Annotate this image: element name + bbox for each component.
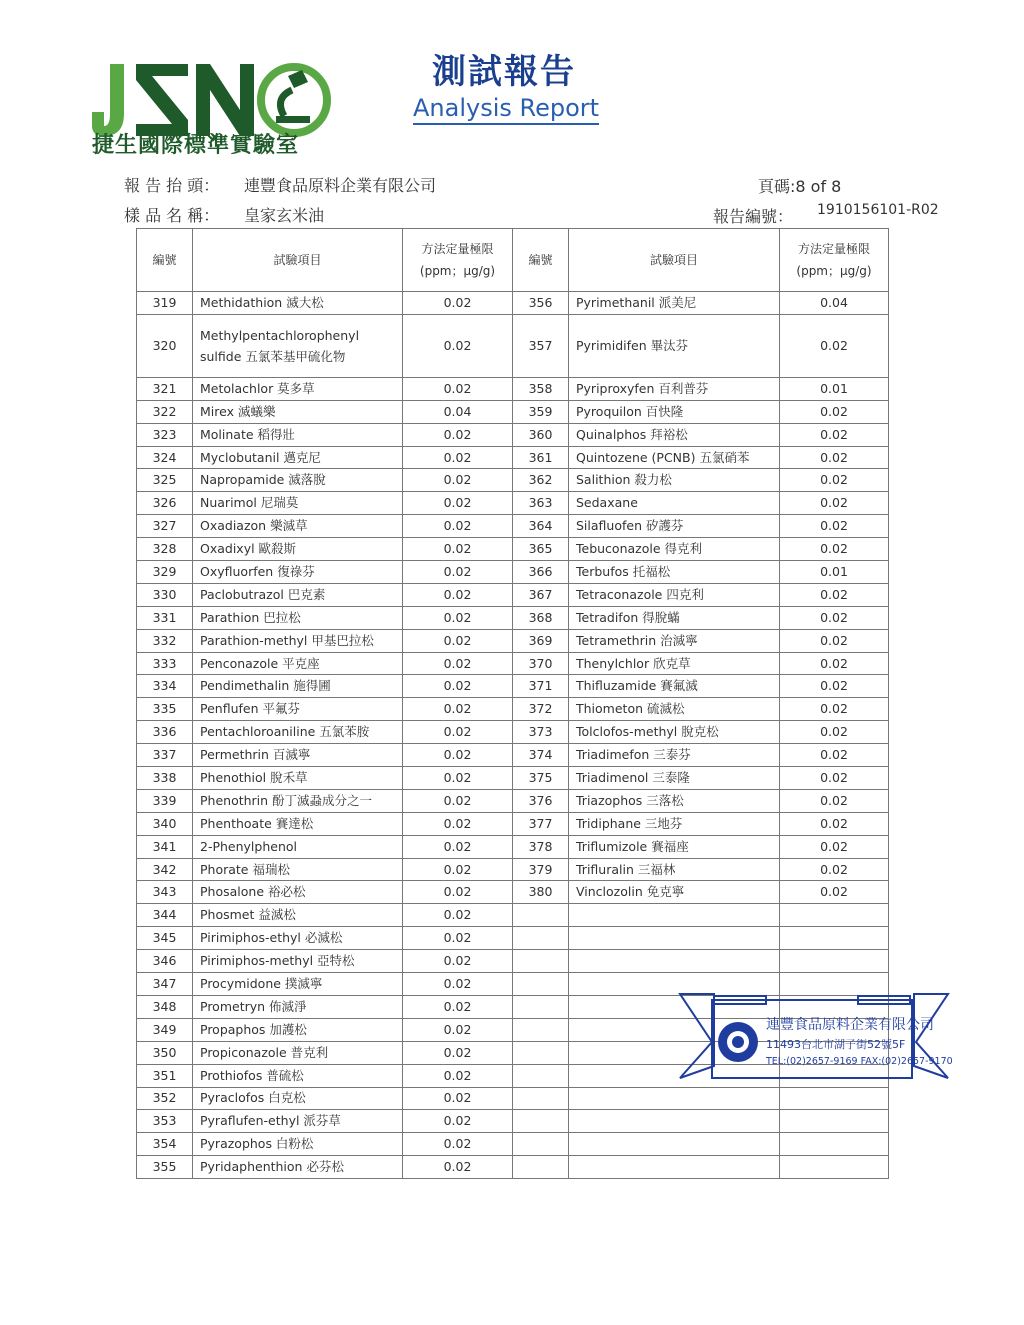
left-item-cell: Pentachloroaniline 五氯苯胺	[193, 721, 403, 744]
right-limit-cell: 0.02	[780, 721, 889, 744]
right-limit-cell: 0.02	[780, 423, 889, 446]
header-no: 編號	[513, 229, 569, 292]
report-title-zh: 測試報告	[432, 52, 576, 92]
table-row	[137, 515, 889, 538]
table-row	[137, 1133, 889, 1156]
left-limit-cell: 0.02	[403, 1156, 513, 1179]
header-limit: 方法定量極限 (ppm；μg/g)	[780, 229, 889, 292]
left-no-cell: 354	[137, 1133, 193, 1156]
left-no-cell: 335	[137, 698, 193, 721]
left-item-cell: Penflufen 平氟芬	[193, 698, 403, 721]
right-no-cell: 369	[513, 629, 569, 652]
client-value: 連豐食品原料企業有限公司	[244, 176, 437, 195]
left-item-cell: Propaphos 加護松	[193, 1018, 403, 1041]
left-limit-cell: 0.02	[403, 1110, 513, 1133]
left-no-cell: 338	[137, 767, 193, 790]
right-no-cell: 361	[513, 446, 569, 469]
right-no-cell: 374	[513, 744, 569, 767]
left-no-cell: 323	[137, 423, 193, 446]
right-item-cell: Thenylchlor 欣克草	[569, 652, 780, 675]
right-limit-cell: 0.02	[780, 583, 889, 606]
right-empty-cell	[513, 995, 569, 1018]
right-no-cell: 375	[513, 767, 569, 790]
table-row	[137, 1087, 889, 1110]
left-item-cell: Oxadixyl 歐殺斯	[193, 538, 403, 561]
right-empty-cell	[569, 1156, 780, 1179]
right-empty-cell	[569, 904, 780, 927]
left-item-cell: Phenothrin 酚丁滅蝨成分之一	[193, 789, 403, 812]
table-row	[137, 492, 889, 515]
right-limit-cell: 0.02	[780, 698, 889, 721]
right-item-cell: Tolclofos-methyl 脫克松	[569, 721, 780, 744]
table-row	[137, 606, 889, 629]
right-empty-cell	[780, 904, 889, 927]
left-limit-cell: 0.02	[403, 927, 513, 950]
right-no-cell: 356	[513, 292, 569, 315]
right-limit-cell: 0.02	[780, 835, 889, 858]
right-item-cell: Tetramethrin 治滅寧	[569, 629, 780, 652]
right-empty-cell	[513, 1018, 569, 1041]
table-row	[137, 423, 889, 446]
left-item-cell: 2-Phenylphenol	[193, 835, 403, 858]
right-empty-cell	[513, 1110, 569, 1133]
header-item: 試驗項目	[569, 229, 780, 292]
left-item-cell: Pyridaphenthion 必芬松	[193, 1156, 403, 1179]
right-item-cell: Triadimenol 三泰隆	[569, 767, 780, 790]
left-limit-cell: 0.02	[403, 377, 513, 400]
left-limit-cell: 0.02	[403, 950, 513, 973]
logo-letter-n	[196, 64, 254, 136]
left-no-cell: 350	[137, 1041, 193, 1064]
left-item-cell: Permethrin 百滅寧	[193, 744, 403, 767]
right-limit-cell: 0.02	[780, 446, 889, 469]
left-item-cell: Propiconazole 普克利	[193, 1041, 403, 1064]
table-row	[137, 904, 889, 927]
left-limit-cell: 0.02	[403, 698, 513, 721]
left-item-cell: Penconazole 平克座	[193, 652, 403, 675]
right-no-cell: 370	[513, 652, 569, 675]
left-limit-cell: 0.02	[403, 314, 513, 377]
left-limit-cell: 0.02	[403, 675, 513, 698]
right-empty-cell	[780, 1087, 889, 1110]
right-item-cell: Silafluofen 矽護芬	[569, 515, 780, 538]
right-limit-cell: 0.01	[780, 377, 889, 400]
right-empty-cell	[569, 1133, 780, 1156]
left-limit-cell: 0.02	[403, 629, 513, 652]
right-empty-cell	[513, 1064, 569, 1087]
left-no-cell: 322	[137, 400, 193, 423]
left-item-cell: Pyraflufen-ethyl 派芬草	[193, 1110, 403, 1133]
left-item-cell: Pirimiphos-methyl 亞特松	[193, 950, 403, 973]
left-no-cell: 355	[137, 1156, 193, 1179]
right-empty-cell	[513, 1156, 569, 1179]
left-no-cell: 351	[137, 1064, 193, 1087]
left-no-cell: 347	[137, 973, 193, 996]
left-no-cell: 342	[137, 858, 193, 881]
left-limit-cell: 0.02	[403, 1133, 513, 1156]
right-limit-cell: 0.01	[780, 561, 889, 584]
left-item-cell: Parathion 巴拉松	[193, 606, 403, 629]
left-no-cell: 325	[137, 469, 193, 492]
right-empty-cell	[569, 1110, 780, 1133]
header-no: 編號	[137, 229, 193, 292]
left-limit-cell: 0.02	[403, 721, 513, 744]
table-row	[137, 835, 889, 858]
left-item-cell: Pirimiphos-ethyl 必滅松	[193, 927, 403, 950]
table-row	[137, 469, 889, 492]
left-limit-cell: 0.02	[403, 835, 513, 858]
table-row	[137, 927, 889, 950]
right-limit-cell: 0.02	[780, 789, 889, 812]
left-item-cell: Molinate 稻得壯	[193, 423, 403, 446]
left-item-cell: Metolachlor 莫多草	[193, 377, 403, 400]
right-limit-cell: 0.02	[780, 538, 889, 561]
left-no-cell: 344	[137, 904, 193, 927]
left-no-cell: 327	[137, 515, 193, 538]
table-row	[137, 789, 889, 812]
report-no-value: 1910156101-R02	[817, 202, 939, 218]
page-number	[758, 174, 841, 197]
left-no-cell: 353	[137, 1110, 193, 1133]
right-item-cell: Tridiphane 三地芬	[569, 812, 780, 835]
left-no-cell: 348	[137, 995, 193, 1018]
right-no-cell: 365	[513, 538, 569, 561]
right-no-cell: 358	[513, 377, 569, 400]
table-row	[137, 446, 889, 469]
right-limit-cell: 0.02	[780, 675, 889, 698]
right-empty-cell	[513, 950, 569, 973]
left-limit-cell: 0.02	[403, 812, 513, 835]
left-item-cell: Phenothiol 脫禾草	[193, 767, 403, 790]
page-label: 頁碼:	[758, 177, 796, 196]
left-item-cell: Paclobutrazol 巴克素	[193, 583, 403, 606]
left-limit-cell: 0.02	[403, 446, 513, 469]
left-item-cell: Phenthoate 賽達松	[193, 812, 403, 835]
left-item-cell: Pendimethalin 施得圃	[193, 675, 403, 698]
left-no-cell: 343	[137, 881, 193, 904]
table-row	[137, 314, 889, 377]
right-limit-cell: 0.02	[780, 606, 889, 629]
left-item-cell: Napropamide 滅落脫	[193, 469, 403, 492]
left-no-cell: 330	[137, 583, 193, 606]
right-no-cell: 360	[513, 423, 569, 446]
sample-label: 樣 品 名 稱：	[124, 206, 220, 225]
stamp-company: 連豐食品原料企業有限公司	[766, 1017, 934, 1033]
left-limit-cell: 0.02	[403, 652, 513, 675]
table-row	[137, 812, 889, 835]
right-limit-cell: 0.02	[780, 492, 889, 515]
right-no-cell: 366	[513, 561, 569, 584]
left-no-cell: 319	[137, 292, 193, 315]
right-item-cell: Triflumizole 賽福座	[569, 835, 780, 858]
right-empty-cell	[780, 927, 889, 950]
table-row	[137, 744, 889, 767]
report-no-label: 報告編號：	[713, 207, 794, 226]
left-limit-cell: 0.02	[403, 858, 513, 881]
left-item-cell: Mirex 滅蟻樂	[193, 400, 403, 423]
table-row	[137, 583, 889, 606]
right-no-cell: 372	[513, 698, 569, 721]
right-empty-cell	[513, 904, 569, 927]
left-no-cell: 321	[137, 377, 193, 400]
lab-name: 捷生國際標準實驗室	[92, 133, 300, 158]
left-limit-cell: 0.02	[403, 561, 513, 584]
right-empty-cell	[780, 1133, 889, 1156]
right-empty-cell	[513, 1041, 569, 1064]
right-no-cell: 378	[513, 835, 569, 858]
right-limit-cell: 0.02	[780, 881, 889, 904]
right-item-cell: Salithion 殺力松	[569, 469, 780, 492]
right-item-cell: Triadimefon 三泰芬	[569, 744, 780, 767]
right-item-cell: Thifluzamide 賽氟滅	[569, 675, 780, 698]
right-item-cell: Triazophos 三落松	[569, 789, 780, 812]
right-no-cell: 377	[513, 812, 569, 835]
left-limit-cell: 0.02	[403, 292, 513, 315]
right-limit-cell: 0.02	[780, 515, 889, 538]
left-item-cell: Pyraclofos 白克松	[193, 1087, 403, 1110]
left-item-cell: Parathion-methyl 甲基巴拉松	[193, 629, 403, 652]
logo-letter-j	[92, 64, 124, 136]
table-row	[137, 561, 889, 584]
right-empty-cell	[780, 950, 889, 973]
left-item-cell: Nuarimol 尼瑞莫	[193, 492, 403, 515]
left-limit-cell: 0.02	[403, 1018, 513, 1041]
right-empty-cell	[780, 1110, 889, 1133]
table-row	[137, 881, 889, 904]
left-item-cell: Methylpentachlorophenyl sulfide 五氯苯基甲硫化物	[193, 314, 403, 377]
left-no-cell: 334	[137, 675, 193, 698]
right-empty-cell	[569, 927, 780, 950]
left-limit-cell: 0.02	[403, 973, 513, 996]
right-item-cell: Pyrimethanil 派美尼	[569, 292, 780, 315]
right-limit-cell: 0.02	[780, 812, 889, 835]
left-item-cell: Pyrazophos 白粉松	[193, 1133, 403, 1156]
table-row	[137, 1156, 889, 1179]
right-item-cell: Tetraconazole 四克利	[569, 583, 780, 606]
right-no-cell: 368	[513, 606, 569, 629]
left-limit-cell: 0.02	[403, 515, 513, 538]
table-row	[137, 629, 889, 652]
right-item-cell: Sedaxane	[569, 492, 780, 515]
stamp-address: 11493台北市湖子街52號5F	[766, 1038, 906, 1051]
sample-value: 皇家玄米油	[244, 206, 325, 225]
right-no-cell: 362	[513, 469, 569, 492]
table-row	[137, 858, 889, 881]
left-item-cell: Procymidone 撲滅寧	[193, 973, 403, 996]
left-limit-cell: 0.04	[403, 400, 513, 423]
table-row	[137, 767, 889, 790]
right-empty-cell	[513, 927, 569, 950]
right-empty-cell	[513, 1133, 569, 1156]
left-no-cell: 333	[137, 652, 193, 675]
left-no-cell: 320	[137, 314, 193, 377]
left-limit-cell: 0.02	[403, 995, 513, 1018]
right-limit-cell: 0.04	[780, 292, 889, 315]
left-no-cell: 336	[137, 721, 193, 744]
right-limit-cell: 0.02	[780, 767, 889, 790]
right-no-cell: 364	[513, 515, 569, 538]
right-no-cell: 363	[513, 492, 569, 515]
table-row	[137, 675, 889, 698]
right-limit-cell: 0.02	[780, 629, 889, 652]
right-no-cell: 380	[513, 881, 569, 904]
left-no-cell: 324	[137, 446, 193, 469]
left-limit-cell: 0.02	[403, 1041, 513, 1064]
left-no-cell: 332	[137, 629, 193, 652]
left-no-cell: 331	[137, 606, 193, 629]
right-limit-cell: 0.02	[780, 400, 889, 423]
right-item-cell: Pyrimidifen 畢汰芬	[569, 314, 780, 377]
left-no-cell: 328	[137, 538, 193, 561]
right-item-cell: Terbufos 托福松	[569, 561, 780, 584]
right-no-cell: 371	[513, 675, 569, 698]
right-item-cell: Trifluralin 三福林	[569, 858, 780, 881]
right-limit-cell: 0.02	[780, 314, 889, 377]
table-row	[137, 652, 889, 675]
right-item-cell: Vinclozolin 免克寧	[569, 881, 780, 904]
left-item-cell: Myclobutanil 邁克尼	[193, 446, 403, 469]
left-limit-cell: 0.02	[403, 789, 513, 812]
right-limit-cell: 0.02	[780, 469, 889, 492]
left-no-cell: 352	[137, 1087, 193, 1110]
right-no-cell: 367	[513, 583, 569, 606]
left-limit-cell: 0.02	[403, 583, 513, 606]
header-limit: 方法定量極限 (ppm；μg/g)	[403, 229, 513, 292]
table-row	[137, 400, 889, 423]
left-item-cell: Prometryn 佈滅淨	[193, 995, 403, 1018]
table-row	[137, 721, 889, 744]
left-no-cell: 341	[137, 835, 193, 858]
left-item-cell: Oxadiazon 樂滅草	[193, 515, 403, 538]
left-limit-cell: 0.02	[403, 423, 513, 446]
left-limit-cell: 0.02	[403, 538, 513, 561]
left-item-cell: Prothiofos 普硫松	[193, 1064, 403, 1087]
left-no-cell: 340	[137, 812, 193, 835]
right-empty-cell	[569, 950, 780, 973]
report-title-en: Analysis Report	[413, 94, 599, 125]
right-item-cell: Quintozene (PCNB) 五氯硝苯	[569, 446, 780, 469]
right-no-cell: 359	[513, 400, 569, 423]
table-row	[137, 292, 889, 315]
table-row	[137, 950, 889, 973]
logo-letter-s	[136, 64, 188, 136]
page-value: 8 of 8	[795, 177, 842, 196]
stamp-tel-fax: TEL:(02)2657-9169 FAX:(02)2657-9170	[766, 1056, 953, 1067]
left-item-cell: Oxyfluorfen 復祿芬	[193, 561, 403, 584]
right-item-cell: Pyroquilon 百快隆	[569, 400, 780, 423]
left-limit-cell: 0.02	[403, 606, 513, 629]
right-limit-cell: 0.02	[780, 744, 889, 767]
header-item: 試驗項目	[193, 229, 403, 292]
right-item-cell: Quinalphos 拜裕松	[569, 423, 780, 446]
left-limit-cell: 0.02	[403, 469, 513, 492]
left-item-cell: Methidathion 滅大松	[193, 292, 403, 315]
left-item-cell: Phorate 福瑞松	[193, 858, 403, 881]
left-item-cell: Phosmet 益滅松	[193, 904, 403, 927]
right-item-cell: Tetradifon 得脫蟎	[569, 606, 780, 629]
table-header-row	[137, 229, 889, 292]
right-empty-cell	[513, 973, 569, 996]
table-row	[137, 377, 889, 400]
left-limit-cell: 0.02	[403, 744, 513, 767]
left-item-cell: Phosalone 裕必松	[193, 881, 403, 904]
table-row	[137, 538, 889, 561]
left-limit-cell: 0.02	[403, 1064, 513, 1087]
left-no-cell: 339	[137, 789, 193, 812]
left-limit-cell: 0.02	[403, 492, 513, 515]
left-no-cell: 329	[137, 561, 193, 584]
left-no-cell: 326	[137, 492, 193, 515]
right-no-cell: 357	[513, 314, 569, 377]
microscope-icon	[261, 67, 327, 133]
right-empty-cell	[513, 1087, 569, 1110]
left-limit-cell: 0.02	[403, 767, 513, 790]
right-no-cell: 373	[513, 721, 569, 744]
table-row	[137, 1110, 889, 1133]
client-label: 報 告 抬 頭：	[124, 176, 220, 195]
right-item-cell: Thiometon 硫滅松	[569, 698, 780, 721]
right-limit-cell: 0.02	[780, 652, 889, 675]
left-limit-cell: 0.02	[403, 881, 513, 904]
table-row	[137, 698, 889, 721]
right-empty-cell	[569, 1087, 780, 1110]
right-limit-cell: 0.02	[780, 858, 889, 881]
right-empty-cell	[780, 1156, 889, 1179]
right-no-cell: 379	[513, 858, 569, 881]
left-no-cell: 337	[137, 744, 193, 767]
left-limit-cell: 0.02	[403, 1087, 513, 1110]
right-item-cell: Tebuconazole 得克利	[569, 538, 780, 561]
left-limit-cell: 0.02	[403, 904, 513, 927]
left-no-cell: 346	[137, 950, 193, 973]
right-no-cell: 376	[513, 789, 569, 812]
right-item-cell: Pyriproxyfen 百利普芬	[569, 377, 780, 400]
stamp-logo-icon	[718, 1022, 758, 1062]
left-no-cell: 349	[137, 1018, 193, 1041]
left-no-cell: 345	[137, 927, 193, 950]
